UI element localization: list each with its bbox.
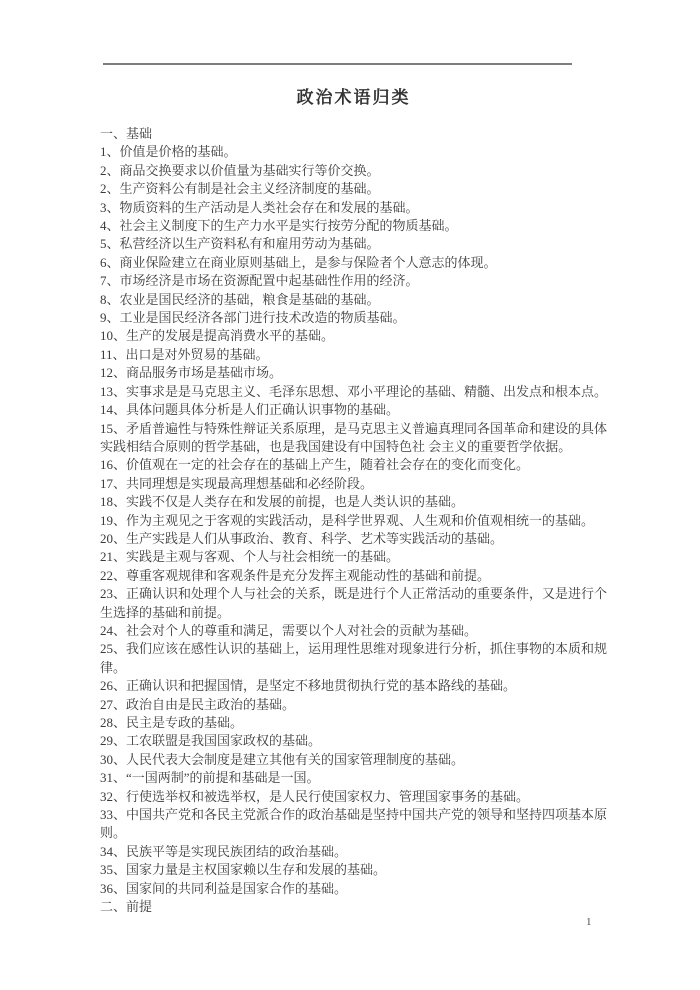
list-item: 11、出口是对外贸易的基础。 — [100, 346, 269, 362]
list-item: 16、价值观在一定的社会存在的基础上产生，随着社会存在的变化而变化。 — [100, 457, 530, 473]
list-item: 21、实践是主观与客观、个人与社会相统一的基础。 — [100, 549, 400, 565]
list-item: 9、工业是国民经济各部门进行技术改造的物质基础。 — [100, 310, 406, 326]
header-rule — [103, 63, 572, 65]
section-heading: 一、基础 — [100, 126, 153, 141]
list-item: 15、矛盾普遍性与特殊性辩证关系原理，是马克思主义普遍真理同各国革命和建设的具体实践相结合原则的哲学基础，也是我国建设有中国特色社 会主义的重要哲学依据。 — [100, 420, 608, 454]
list-item: 33、中国共产党和各民主党派合作的政治基础是坚持中国共产党的领导和坚持四项基本原则。 — [100, 807, 608, 841]
list-item: 25、我们应该在感性认识的基础上，运用理性思维对现象进行分析，抓住事物的本质和规律。 — [100, 641, 608, 675]
document-content — [100, 88, 607, 916]
list-item: 13、实事求是是马克思主义、毛泽东思想、邓小平理论的基础、精髓、出发点和根本点。 — [100, 383, 608, 399]
section-heading: 二、前提 — [100, 899, 153, 915]
list-item: 27、政治自由是民主政治的基础。 — [100, 696, 296, 712]
list-item: 20、生产实践是人们从事政治、教育、科学、艺术等实践活动的基础。 — [100, 530, 504, 546]
list-item: 14、具体问题具体分析是人们正确认识事物的基础。 — [100, 402, 400, 418]
list-item: 31、“一国两制”的前提和基础是一国。 — [100, 770, 320, 786]
list-item: 6、商业保险建立在商业原则基础上，是参与保险者个人意志的体现。 — [100, 254, 497, 270]
list-item: 12、商品服务市场是基础市场。 — [100, 365, 283, 381]
list-item: 34、民族平等是实现民族团结的政治基础。 — [100, 843, 348, 859]
list-item: 26、正确认识和把握国情，是坚定不移地贯彻执行党的基本路线的基础。 — [100, 678, 517, 694]
document-body — [100, 125, 607, 916]
list-item: 22、尊重客观规律和客观条件是充分发挥主观能动性的基础和前提。 — [100, 567, 491, 583]
list-item: 8、农业是国民经济的基础，粮食是基础的基础。 — [100, 291, 380, 307]
list-item: 35、国家力量是主权国家赖以生存和发展的基础。 — [100, 862, 387, 878]
list-item: 4、社会主义制度下的生产力水平是实行按劳分配的物质基础。 — [100, 218, 458, 234]
list-item: 2、商品交换要求以价值量为基础实行等价交换。 — [100, 162, 380, 178]
list-item: 28、民主是专政的基础。 — [100, 715, 244, 730]
list-item: 1、价值是价格的基础。 — [100, 144, 237, 160]
list-item: 3、物质资料的生产活动是人类社会存在和发展的基础。 — [100, 199, 419, 215]
list-item: 30、人民代表大会制度是建立其他有关的国家管理制度的基础。 — [100, 751, 465, 767]
list-item: 10、生产的发展是提高消费水平的基础。 — [100, 328, 335, 344]
page-title: 政治术语归类 — [296, 88, 411, 107]
list-item: 17、共同理想是实现最高理想基础和必经阶段。 — [100, 475, 374, 491]
page-number: 1 — [586, 916, 592, 928]
list-item: 32、行使选举权和被选举权，是人民行使国家权力、管理国家事务的基础。 — [100, 788, 530, 804]
list-item: 23、正确认识和处理个人与社会的关系，既是进行个人正常活动的重要条件，又是进行个生选择的基础和前提。 — [100, 586, 608, 620]
list-item: 24、社会对个人的尊重和满足，需要以个人对社会的贡献为基础。 — [100, 622, 478, 638]
list-item: 5、私营经济以生产资料私有和雇用劳动为基础。 — [100, 236, 380, 252]
list-item: 29、工农联盟是我国国家政权的基础。 — [100, 733, 322, 749]
list-item: 2、生产资料公有制是社会主义经济制度的基础。 — [100, 181, 380, 197]
list-item: 19、作为主观见之于客观的实践活动，是科学世界观、人生观和价值观相统一的基础。 — [100, 512, 595, 528]
list-item: 7、市场经济是市场在资源配置中起基础性作用的经济。 — [100, 273, 419, 289]
list-item: 36、国家间的共同利益是国家合作的基础。 — [100, 880, 348, 896]
list-item: 18、实践不仅是人类存在和发展的前提，也是人类认识的基础。 — [100, 494, 465, 510]
